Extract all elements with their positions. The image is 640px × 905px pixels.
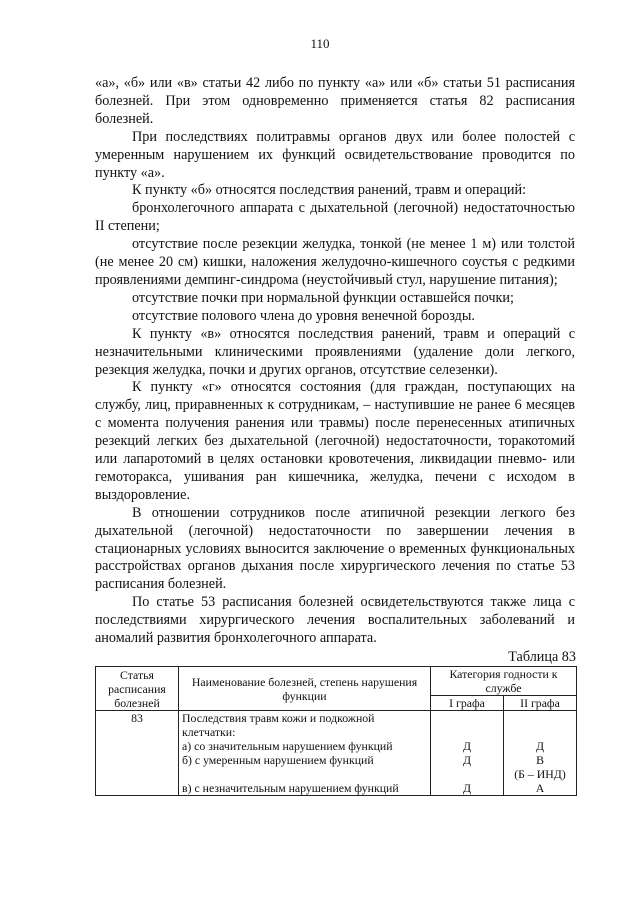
- header-col-1: I графа: [431, 696, 504, 711]
- b-g2: В: [536, 753, 544, 767]
- paragraph: К пункту «б» относятся последствия ранений, травм и операций:: [132, 182, 527, 199]
- header-disease: Наименование болезней, степень нарушения функции: [179, 667, 431, 711]
- paragraph: «а», «б» или «в» статьи 42 либо по пункту «а» или «б» статьи 51 расписания болезней. При этом одновременно применяется статья 82 расписания болезней.: [95, 75, 575, 127]
- a-g1: Д: [462, 739, 472, 753]
- paragraph: отсутствие почки при нормальной функции оставшейся почки;: [132, 289, 514, 306]
- header-col-2: II графа: [504, 696, 577, 711]
- paragraph: отсутствие полового члена до уровня венечной борозды.: [132, 307, 475, 324]
- v-g1: Д: [462, 781, 472, 795]
- paragraph: К пункту «в» относятся последствия ранений, травм и операций с незначительными клиническими проявлениями (удаление доли легкого, резекция желудка, почки и других органов, отсутствие селезенки).: [95, 325, 575, 378]
- document-body: [95, 75, 575, 648]
- item-a: а) со значительным нарушением функций: [182, 739, 393, 753]
- header-article: Статья расписания болезней: [96, 667, 179, 711]
- article-number: 83: [96, 711, 179, 796]
- paragraph: При последствиях политравмы органов двух или более полостей с умеренным нарушением их функций освидетельствование проводится по пункту «а».: [95, 128, 575, 181]
- b-g2-extra: (Б – ИНД): [514, 767, 566, 781]
- paragraph: В отношении сотрудников после атипичной резекции легкого без дыхательной (легочной) недостаточности по завершении лечения в стационарных условиях выносится заключение о временных функциональных расстройствах органов дыхания после хирургического лечения по статье 53 расписания болезней.: [95, 504, 575, 593]
- grade-col-2: [504, 711, 577, 796]
- paragraph: По статье 53 расписания болезней освидетельствуются также лица с последствиями хирургического лечения воспалительных заболеваний и аномалий развития бронхолегочного аппарата.: [95, 594, 575, 647]
- grade-col-1: [431, 711, 504, 796]
- header-category: Категория годности к службе: [431, 667, 577, 696]
- paragraph: отсутствие после резекции желудка, тонкой (не менее 1 м) или толстой (не менее 20 см) кишки, наложения желудочно-кишечного соустья с редкими проявлениями демпинг-синдрома (неустойчивый стул, нарушение питания);: [95, 236, 575, 288]
- paragraph: бронхолегочного аппарата с дыхательной (легочной) недостаточностью II степени;: [95, 200, 575, 235]
- table-row: [96, 711, 577, 796]
- b-g1: Д: [462, 753, 472, 767]
- v-g2: А: [535, 781, 545, 795]
- disease-cell: [179, 711, 431, 796]
- item-v: в) с незначительным нарушением функций: [182, 781, 399, 795]
- category-table: [95, 666, 577, 796]
- table-caption: Таблица 83: [508, 649, 576, 665]
- a-g2: Д: [535, 739, 545, 753]
- row-title: Последствия травм кожи и подкожной клетчатки:: [182, 711, 375, 739]
- paragraph: К пункту «г» относятся состояния (для граждан, поступающих на службу, лиц, приравненных к сотрудникам, – наступившие не ранее 6 месяцев с момента получения ранения или травмы) после перенесенных атипичных резекций легких без дыхательной (легочной) недостаточности, торакотомий или лапаротомий в целях остановки кровотечения, ликвидации пневмо- или гемоторакса, ушивания ран кишечника, желудка, печени с исходом в выздоровление.: [95, 379, 575, 503]
- table-header-row: [96, 667, 577, 696]
- item-b: б) с умеренным нарушением функций: [182, 753, 374, 767]
- page-number: 110: [310, 36, 330, 51]
